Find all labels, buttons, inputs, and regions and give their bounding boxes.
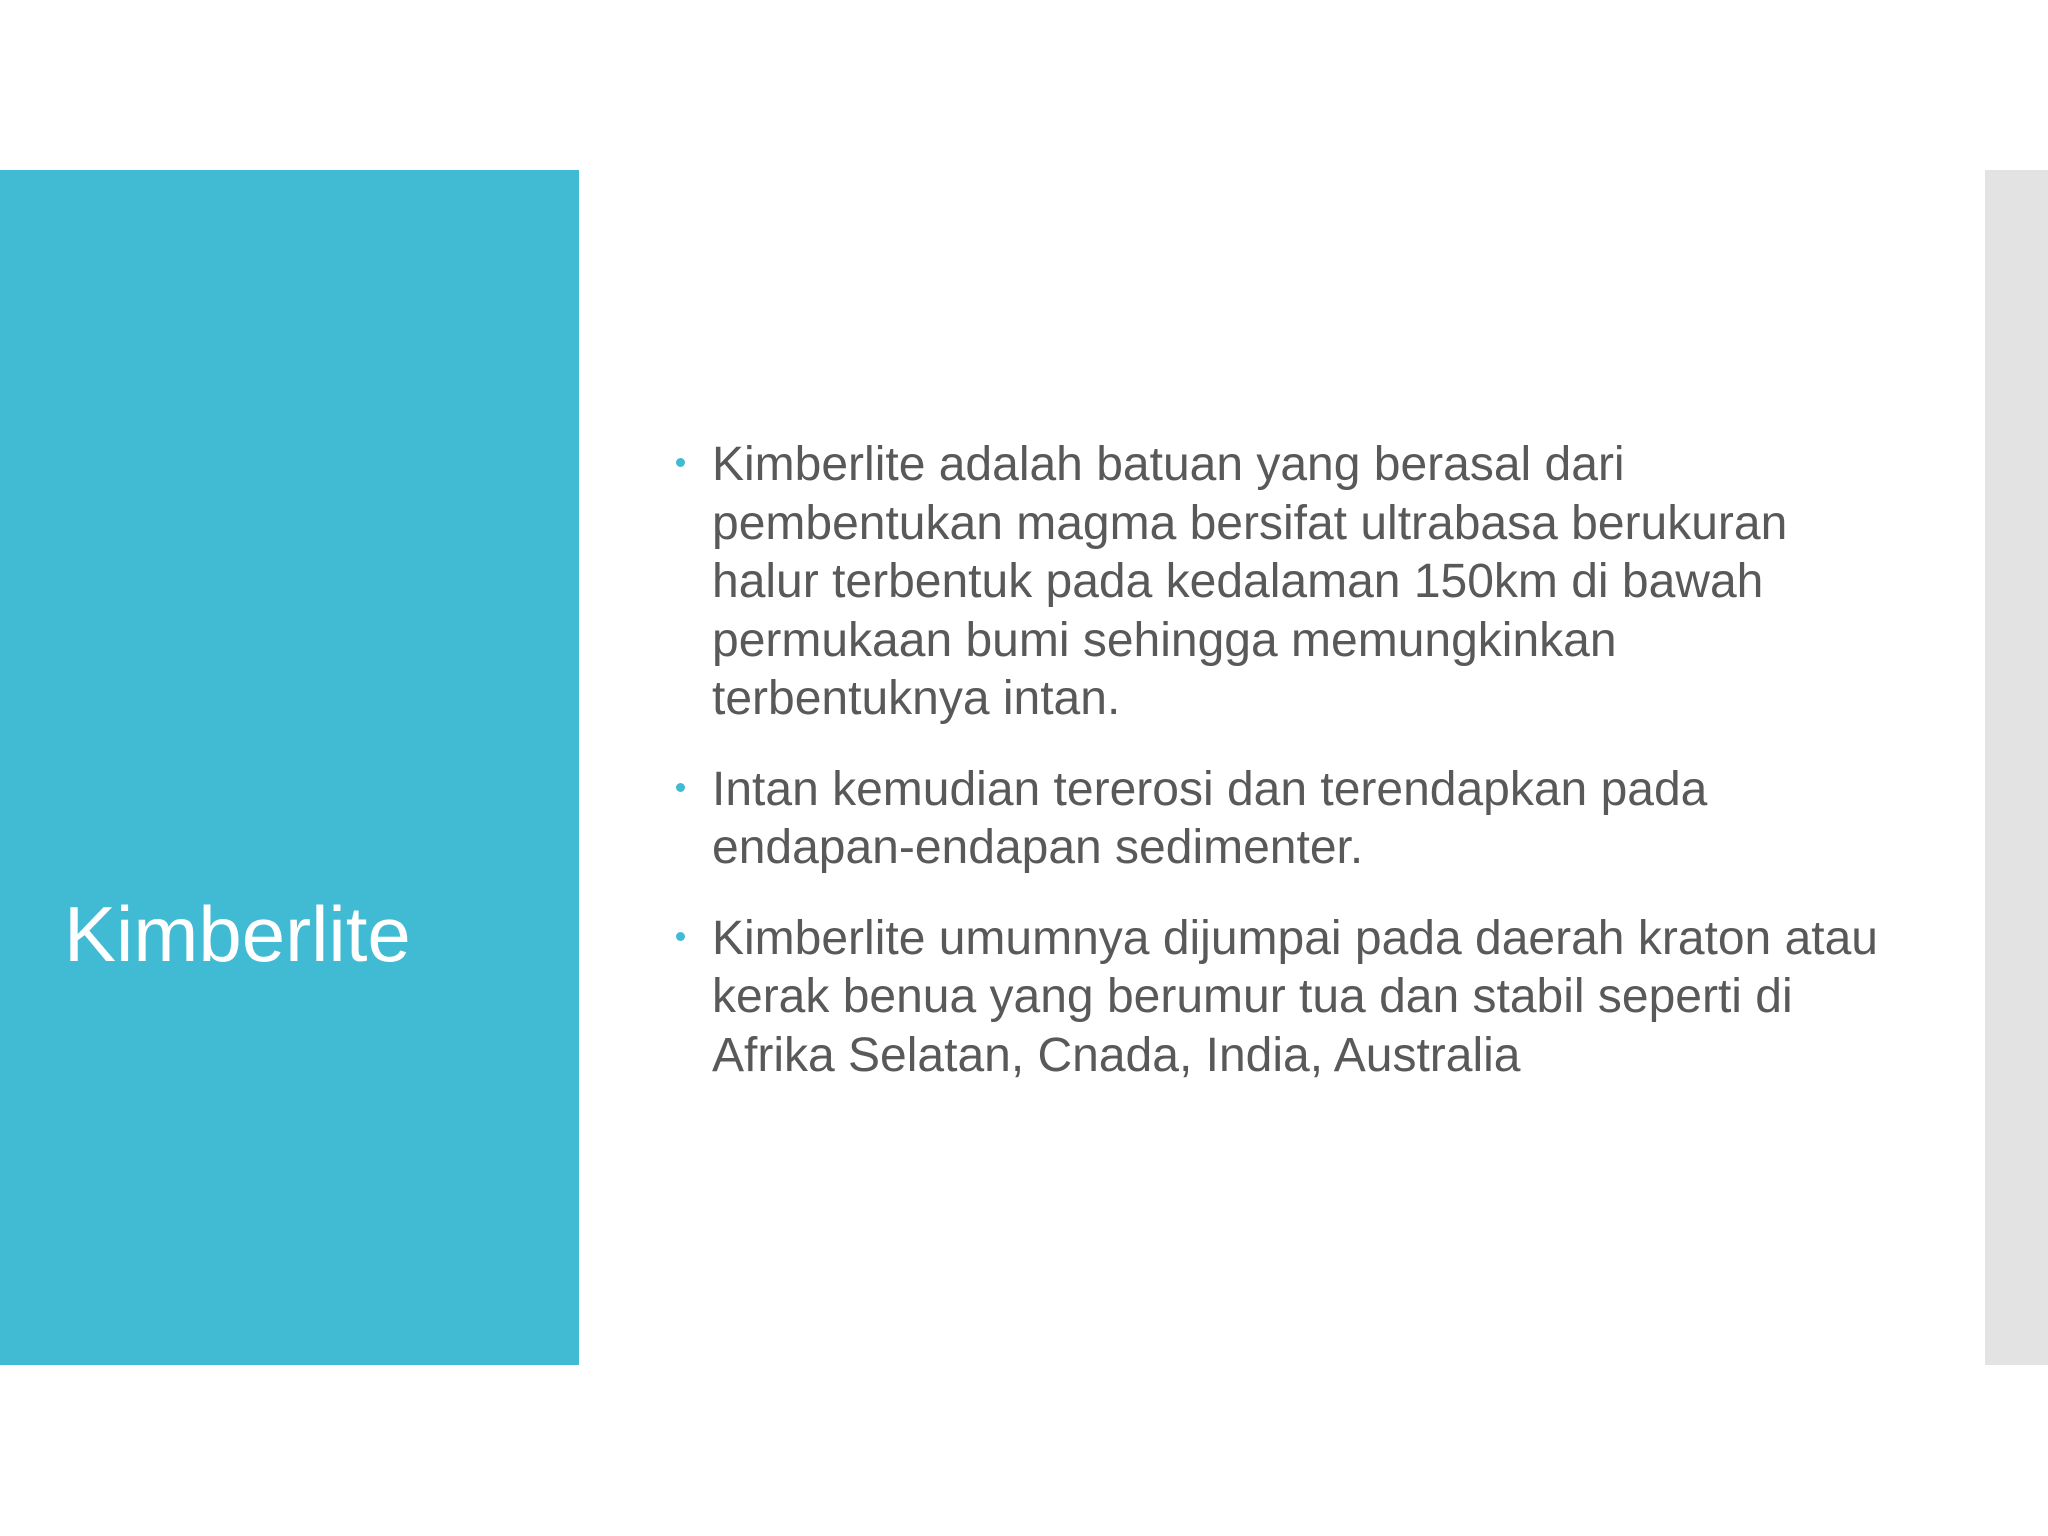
bullet-text: Kimberlite adalah batuan yang berasal dari pembentukan magma bersifat ultrabasa berukuran halur terbentuk pada kedalaman 150km di bawah permukaan bumi sehingga memungkinkan terbentuknya intan. [712,438,1788,725]
bullet-dot-icon [676,932,685,941]
bullet-text: Kimberlite umumnya dijumpai pada daerah kraton atau kerak benua yang berumur tua dan stabil seperti di Afrika Selatan, Cnada, India, Australia [712,911,1878,1082]
bullet-item [668,761,1898,878]
slide-content [668,436,1898,1117]
bullet-item [668,436,1898,729]
title-panel [0,170,579,1365]
bullet-dot-icon [676,783,685,792]
bullet-text: Intan kemudian tererosi dan terendapkan pada endapan-endapan sedimenter. [712,762,1708,874]
bullet-item [668,910,1898,1086]
slide-title: Kimberlite [64,890,411,978]
bullet-list [668,436,1898,1085]
bullet-dot-icon [676,458,685,467]
side-accent-bar [1985,170,2048,1365]
